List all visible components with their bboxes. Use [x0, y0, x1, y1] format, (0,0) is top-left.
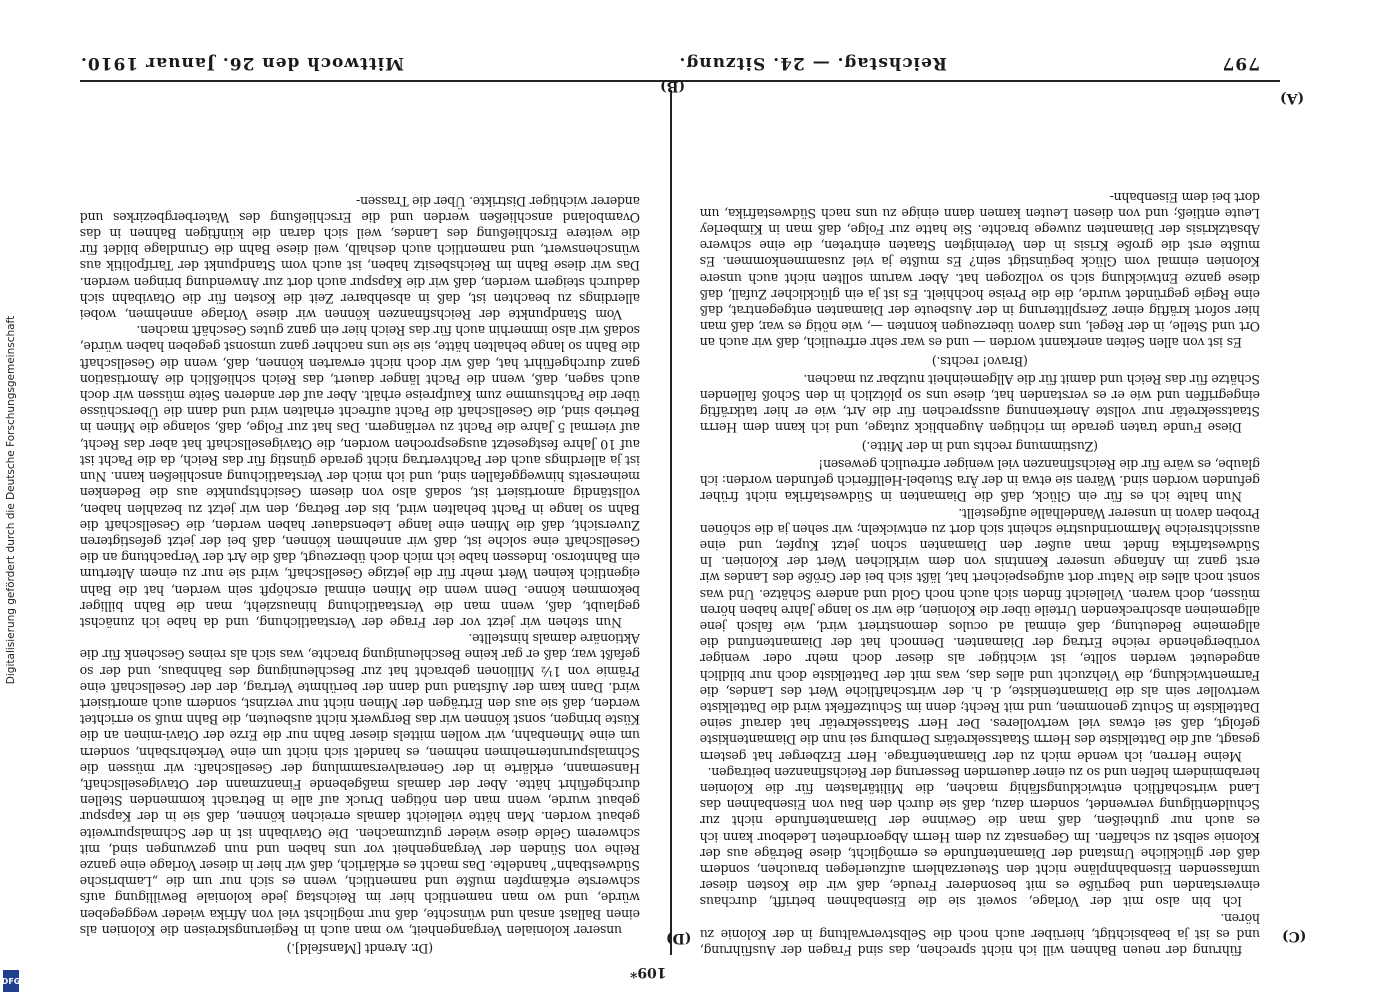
sheet-number: 109*: [630, 964, 667, 980]
paragraph: Nun halte ich es für ein Glück, daß die Diamanten in Südwestafrika nicht früher gefunden worden sind. Wären sie etwa in der Ära Stuebel-Hellfferich gefunden worden: ich glaube, es wäre für die Reichsfinanzen viel weniger erfreulich gewesen!: [700, 456, 1260, 505]
scanned-page: [40, 30, 1330, 980]
paragraph: Vom Standpunkte der Reichsfinanzen können wir diese Vorlage annehmen, wobei allerdings zu beachten ist, daß in absehbarer Zeit die Kosten für die Otavibahn sich dadurch steigern werden, daß wir die Kapspur auch dort zur Anwendung bringen werden. Das wir diese Bahn im Reichsbesitz haben, ist auch vom Standpunkt der Tarifpolitik aus wünschenswert, und namentlich auch deshalb, weil diese Bahn die Grundlage bildet für die weitere Erschließung des Landes, weil sich daran die künftigen Bahnen in das Ovamboland anschließen werden und die Erschließung des Waterbergbezirkes und anderer wichtiger Distrikte. Über die Trassen-: [80, 193, 640, 323]
paragraph: unserer kolonialen Vergangenheit, wo man auch in Regierungskreisen die Kolonien als einen Ballast ansah und wünschte, daß nur möglichst viel von Afrika wieder weggegeben würde, und wo man namentlich hier im Reichstag jede koloniale Bewilligung aufs schwerste erkämpfen mußte und namentlich, wenn es sich nur um die „Lambrische Südwestbahn“ handelte. Das macht es erklärlich, daß wir hier in dieser Vorlage eine ganze Reihe von Sünden der Vergangenheit vor uns haben und nun gezwungen sind, mit schwerem Gelde diese wieder gutzumachen. Die Otavibahn ist in der Schmalspurweite gebaut worden. Man hätte vielleicht damals erreichen können, daß sie in der Kapspur gebaut wurde, wenn man den nötigen Druck auf alle in Betracht kommenden Stellen durchgeführt hätte. Aber der damals maßgebende Finanzmann der Otavigesellschaft, Hansemann, erklärte in der Generalversammlung der Gesellschaft: wir müssen die Schmalspurunternehmen nehmen, es handelt sich nicht um eine Verkehrsbahn, sondern um eine Minenbahn, wir wollen mittels dieser Bahn nur die Erze der Otavi-minen an die Küste bringen, sonst können wir das Bergwerk nicht ausbeuten, die Bahn muß so errichtet werden, daß sie aus den Erträgen der Minen nicht nur verzinst, sondern auch amortisiert wird. Dann kam der Aufstand und dann der berühmte Vertrag, der der Gesellschaft eine Prämie von 1½ Millionen gebracht hat zur Beschleunigung des Bahnbaus, und der so gefaßt war, daß er gar keine Beschleunigung brachte, was sich als reines Geschenk für die Aktionäre damals hinstellte.: [80, 631, 640, 938]
paragraph: Diese Funde traten gerade im richtigen Augenblick zutage, und ich kann dem Herrn Staatssekretär nur vollste Anerkennung aussprechen für die Art, wie er hier tatkräftig eingegriffen und wie er es verstanden hat, diese uns so plötzlich in den Schoß fallenden Schätze für das Reich und damit für die Allgemeinheit nutzbar zu machen.: [700, 371, 1260, 436]
right-column: [700, 88, 1260, 958]
left-column: [80, 88, 640, 958]
dfg-logo: DFG: [3, 970, 19, 992]
paragraph: führung der neuen Bahnen will ich nicht sprechen, das sind Fragen der Ausführung, und es ist ja beabsichtigt, hierüber auch noch die Selbstverwaltung in der Kolonie zu hören.: [700, 910, 1260, 958]
margin-marker-a: (A): [1280, 90, 1305, 106]
margin-marker-c: (C): [1282, 928, 1307, 944]
paragraph: Meine Herren, ich wende mich zu der Diamantenfrage. Herr Erzberger hat gestern gesagt, auf die Dattelkiste des Herrn Staatssekretärs Dernburg sei nun die Diamantenkiste gefolgt, daß sei etwas viel wertvolleres. Der Herr Staatssekretär hat darauf seine Dattelkiste in Schutz genommen, und mit Recht; denn im Schutzeffekt wird die Dattelkiste wertvoller sein als die Diamantenkiste, d. h. der wirtschaftliche Wert des Landes, die Farmentwicklung, die Viehzucht und alles das, was mit der Dattelkiste doch nur bildlich angedeutet werden sollte, ist wichtiger als dieser doch mehr oder weniger vorübergehende reiche Ertrag der Diamanten. Dennoch hat der Diamantenfund die allgemeine Bedeutung, daß einmal ad oculos demonstriert wird, wie falsch jene allgemeinen abschreckenden Urteile über die Kolonien, die wir so lange Jahre haben hören müssen, doch waren. Vielleicht finden sich auch noch Gold und andere Schätze. Und was sonst noch alles die Natur dort aufgespeichert hat, läßt sich bei der Größe des Landes wir erst ganz im Anfange unserer Kenntnis von dem wirklichen Wert der Kolonien. In Südwestafrika findet man außer den Diamanten schon jetzt Kupfer, und eine aussichtsreiche Marmorindustrie scheint sich dort zu entwickeln; wir sehen ja die schönen Proben davon in unserer Wandelhalle aufgestellt.: [700, 505, 1260, 764]
margin-marker-b: (B): [660, 78, 686, 94]
margin-marker-d: (D): [666, 930, 692, 946]
page-header: [80, 50, 1260, 76]
paragraph: Es ist von allen Seiten anerkannt worden — und es war sehr erfreulich, daß wir auch an Ort und Stelle, in der Regel, uns davon überzeugen konnten —, wie nötig es war, daß man hier sofort kräftig einer Zersplitterung in der Ausbeute der Diamanten entgegentrat, daß eine Regie gegründet wurde, die die Preise hochhielt. Es ist ja ein glücklicher Zufall, daß diese ganze Entwicklung sich so vollzogen hat. Aber warum sollten nicht auch unsere Kolonien einmal vom Glück begünstigt sein? Es mußte ja viel zusammenkommen. Es mußte erst die große Krisis in den Vereinigten Staaten eintreten, die eine schwere Absatzkrisis der Diamanten zuwege brachte. Sie hatte zur Folge, daß man in Kimberley Leute entließ; und von diesen Leuten kamen dann einige zu uns nach Südwestafrika, um dort bei dem Eisenbahn-: [700, 189, 1260, 351]
header-page-number: 797: [1221, 53, 1260, 73]
digitization-sidebar: [0, 0, 22, 1000]
column-divider: [670, 90, 672, 955]
paragraph: Ich bin also mit der Vorlage, soweit sie die Eisenbahnen betrifft, durchaus einverstanden und begrüße es mit besonderer Freude, daß wir die Kosten dieser umfassenden Eisenbahnpläne nicht den Steuerzahlern aufzuerlegen brauchen, sondern daß der glückliche Umstand der Diamantenfunde es ermöglicht, diese Beträge aus der Kolonie selbst zu schaffen. Im Gegensatz zu dem Herrn Abgeordneten Ledebour kann ich es auch nur gutheißen, daß man die Gewinne der Diamantenfunde nicht zur Schuldentilgung verwendet, sondern dazu, daß sie durch den Bau von Eisenbahnen das Land wirtschaftlich entwicklungsfähig machen, die Militärlasten für die Kolonien herabmindern helfen und so zu einer dauernden Besserung der Reichsfinanzen beitragen.: [700, 764, 1260, 910]
header-date: Mittwoch den 26. Januar 1910.: [80, 53, 404, 73]
applause-note: (Bravo! rechts.): [932, 353, 1028, 369]
paragraph: Nun stehen wir jetzt vor der Frage der Verstaatlichung, und da habe ich zunächst geglaubt, daß, wenn man die Verstaatlichung hinauszieht, man die Bahn billiger bekommen könne. Denn wenn die Minen einmal erschöpft sein werden, hat die Bahn eigentlich keinen Wert mehr für die jetzige Gesellschaft, wird sie nur zu einem Altertum ein Bahntorso. Indessen habe ich mich doch überzeugt, daß die Art der Verpachtung an die Gesellschaft eine solche ist, daß wir annehmen können, daß bei der jetzt gefestigteren Zuversicht, daß die Minen eine lange Lebensdauer haben werden, die Gesellschaft die Bahn so lange in Pacht behalten wird, bis der Betrag, den wir jetzt zu bezahlen haben, vollständig amortisiert ist, sodaß also von diesem Gesichtspunkte aus die Bedenken meinerseits hinweggefallen sind, und ich mich der Verstaatlichung anschließen kann. Nun ist ja allerdings auch der Pachtvertrag nicht gerade günstig für das Reich, da die Pacht ist auf 10 Jahre festgesetzt ausgesprochen worden, die Otavigesellschaft hat aber das Recht, auf viermal 5 Jahre die Pacht zu verlängern. Das hat zur Folge, daß, solange die Minen in Betrieb sind, die Gesellschaft die Pacht aufrecht erhalten wird und dann die Überschüsse über die Pachtsumme zum Kaufpreise erhält. Aber auf der anderen Seite müssen wir doch auch sagen, daß, wenn die Pacht länger dauert, das Reich schließlich die Amortisation ganz durchgeführt hat, daß wir doch nicht erwarten können, daß, wenn die Gesellschaft die Bahn so lange behalten hätte, sie sie uns nachher ganz umsonst gegeben haben würde, sodaß wir also immerhin auch für das Reich hier ein ganz gutes Geschäft machen.: [80, 323, 640, 630]
speaker-note: (Dr. Arendt [Mansfeld].): [286, 941, 434, 956]
applause-note: (Zustimmung rechts und in der Mitte.): [862, 438, 1098, 454]
header-session: Reichstag. — 24. Sitzung.: [678, 53, 947, 73]
digitization-credit: Digitalisierung gefördert durch die Deutsche Forschungsgemeinschaft: [5, 315, 18, 685]
